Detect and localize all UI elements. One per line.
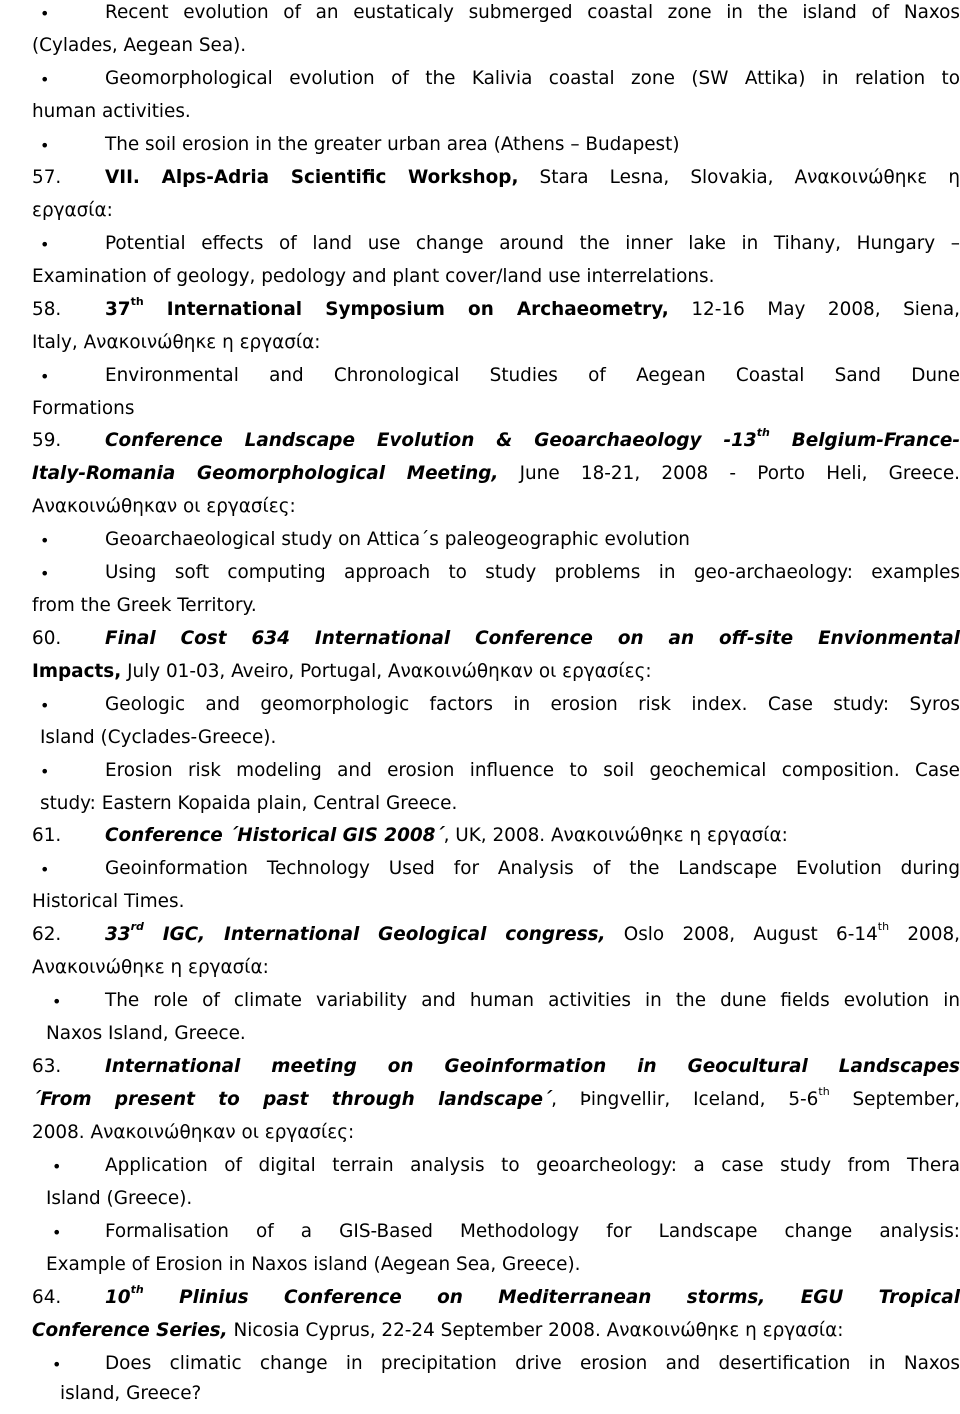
details-part: September,: [829, 1089, 960, 1110]
entry-59-heading: [32, 425, 960, 461]
list-item: [32, 1153, 960, 1186]
list-item-text: Geologic and geomorphologic factors in erosion risk index. Case study: Syros: [105, 694, 960, 715]
ordinal-suffix: th: [818, 1084, 830, 1098]
conference-title: Conference Series,: [32, 1320, 228, 1341]
entry-number: 60.: [32, 628, 62, 649]
ordinal-suffix: th: [130, 1282, 144, 1296]
presentation-label: 2008. Ανακοινώθηκαν οι εργασίες:: [32, 1122, 355, 1143]
entry-58-heading: [32, 294, 960, 330]
list-item-text: Erosion risk modeling and erosion influence to soil geochemical composition. Case: [105, 760, 960, 781]
list-item-text: (Cylades, Aegean Sea).: [32, 35, 247, 56]
list-item-text: Formalisation of a GIS-Based Methodology for Landscape change analysis:: [105, 1221, 960, 1242]
title-part: Plinius Conference on Mediterranean storms, EGU Tropical: [143, 1287, 960, 1308]
list-item-text: Application of digital terrain analysis to geoarcheology: a case study from Thera: [105, 1155, 960, 1176]
conference-details: [605, 919, 960, 945]
presentation-label: Ανακοινώθηκαν οι εργασίες:: [32, 496, 296, 517]
title-part: Belgium-France-: [769, 430, 960, 451]
entry-heading: [105, 823, 960, 849]
conference-title: [105, 425, 960, 454]
entry-number: 63.: [32, 1056, 62, 1077]
conference-details: July 01-03, Aveiro, Portugal, Ανακοινώθηκαν οι εργασίες:: [121, 661, 652, 682]
presentation-label: εργασία:: [32, 200, 113, 221]
bullet-icon: •: [40, 531, 50, 550]
list-item: [32, 988, 960, 1021]
list-item-continuation: [46, 1252, 960, 1285]
bullet-icon: •: [40, 762, 50, 781]
list-item-text: from the Greek Territory.: [32, 595, 257, 616]
entry-continuation: [32, 461, 960, 494]
bullet-icon: •: [40, 4, 50, 23]
presentation-label: Ανακοινώθηκε η εργασία:: [32, 957, 269, 978]
entry-continuation: [32, 1318, 960, 1351]
list-item-continuation: [60, 1381, 960, 1414]
title-part: 33: [105, 924, 131, 945]
entry-continuation: [32, 198, 960, 231]
list-item-continuation: [32, 99, 960, 132]
conference-title: [105, 919, 606, 945]
conference-details: , UK, 2008. Ανακοινώθηκε η εργασία:: [443, 825, 788, 846]
entry-number: 61.: [32, 825, 62, 846]
list-item-text: Historical Times.: [32, 891, 185, 912]
list-item: [32, 231, 960, 264]
bullet-icon: •: [52, 1355, 62, 1374]
list-item-text: The role of climate variability and human activities in the dune fields evolution in: [105, 990, 960, 1011]
conference-details: Stara Lesna, Slovakia, Ανακοινώθηκε η: [518, 167, 960, 188]
entry-continuation: [32, 1120, 960, 1153]
entry-62-heading: [32, 919, 960, 955]
title-part: 10: [105, 1287, 131, 1308]
ordinal-suffix: th: [756, 425, 770, 439]
ordinal-suffix: th: [130, 294, 144, 308]
list-item: [32, 692, 960, 725]
entry-63-heading: [32, 1054, 960, 1087]
list-item-text: human activities.: [32, 101, 191, 122]
title-part: International Symposium on Archaeometry,: [143, 299, 669, 320]
list-item: [32, 1351, 960, 1384]
conference-title: International meeting on Geoinformation in Geocultural Landscapes: [105, 1056, 960, 1077]
list-item-continuation: [46, 1186, 960, 1219]
ordinal-suffix: th: [877, 919, 890, 933]
bullet-icon: •: [40, 696, 50, 715]
list-item: [32, 856, 960, 889]
list-item-text: Island (Cyclades-Greece).: [40, 727, 277, 748]
list-item-continuation: [32, 264, 960, 297]
list-item: [32, 1219, 960, 1252]
list-item-text: Geoinformation Technology Used for Analysis of the Landscape Evolution during: [105, 858, 960, 879]
entry-continuation: [32, 659, 960, 692]
bullet-icon: •: [40, 860, 50, 879]
list-item-continuation: [40, 725, 960, 758]
entry-number: 57.: [32, 167, 62, 188]
list-item-text: Geomorphological evolution of the Kalivia coastal zone (SW Attika) in relation to: [105, 68, 960, 89]
entry-57-heading: [32, 165, 960, 198]
list-item-text: Formations: [32, 398, 135, 419]
entry-61-heading: [32, 823, 960, 856]
details-part: , Þingvellir, Iceland, 5-6: [551, 1089, 819, 1110]
conference-details: Nicosia Cyprus, 22-24 September 2008. Ανακοινώθηκε η εργασία:: [227, 1320, 844, 1341]
entry-64-heading: [32, 1282, 960, 1318]
details-part: Oslo 2008, August 6-14: [605, 924, 878, 945]
entry-continuation: [32, 494, 960, 527]
bullet-icon: •: [40, 564, 50, 583]
bullet-icon: •: [52, 1223, 62, 1242]
list-item-continuation: [32, 593, 960, 626]
entry-number: 58.: [32, 299, 62, 320]
list-item: [32, 758, 960, 791]
conference-details: June 18-21, 2008 - Porto Heli, Greece.: [498, 463, 960, 484]
bullet-icon: •: [40, 235, 50, 254]
list-item-text: Using soft computing approach to study problems in geo-archaeology: examples: [105, 562, 960, 583]
conference-title: ΄From present to past through landscape΄: [32, 1089, 552, 1110]
list-item: [32, 363, 960, 396]
bullet-icon: •: [40, 367, 50, 386]
list-item: [32, 527, 960, 560]
presentation-label: Italy, Ανακοινώθηκε η εργασία:: [32, 332, 321, 353]
conference-title: [105, 1282, 960, 1311]
list-item-continuation: [32, 396, 960, 429]
title-part: 37: [105, 299, 131, 320]
list-item-text: Potential effects of land use change around the inner lake in Tihany, Hungary –: [105, 233, 960, 254]
list-item: [32, 0, 960, 33]
conference-title: VII. Alps-Adria Scientific Workshop,: [105, 167, 519, 188]
details-part: 2008,: [889, 924, 960, 945]
entry-number: 59.: [32, 430, 62, 451]
list-item: [32, 560, 960, 593]
list-item-continuation: [46, 1021, 960, 1054]
conference-title: Final Cost 634 International Conference on an off-site Envionmental: [105, 628, 960, 649]
conference-details: [551, 1084, 960, 1110]
conference-title: Conference ΄Historical GIS 2008΄: [105, 825, 444, 846]
entry-continuation: [32, 955, 960, 988]
list-item: [32, 132, 960, 165]
conference-title: [105, 294, 669, 320]
bullet-icon: •: [52, 992, 62, 1011]
list-item-text: study: Eastern Kopaida plain, Central Greece.: [40, 793, 458, 814]
list-item-continuation: [40, 791, 960, 824]
title-part: Conference Landscape Evolution & Geoarchaeology -13: [105, 430, 757, 451]
ordinal-suffix: rd: [130, 919, 144, 933]
list-item-text: The soil erosion in the greater urban area (Athens – Budapest): [105, 134, 680, 155]
entry-60-heading: [32, 626, 960, 659]
entry-heading: [105, 919, 960, 948]
conference-details: 12-16 May 2008, Siena,: [668, 299, 960, 320]
list-item: [32, 66, 960, 99]
list-item-text: Geoarchaeological study on Attica΄s paleogeographic evolution: [105, 529, 690, 550]
entry-heading: [105, 165, 960, 191]
list-item-text: Recent evolution of an eustaticaly submerged coastal zone in the island of Naxos: [105, 2, 960, 23]
entry-continuation: [32, 330, 960, 363]
conference-title: Impacts,: [32, 661, 122, 682]
conference-title: Italy-Romania Geomorphological Meeting,: [32, 463, 499, 484]
entry-heading: [105, 294, 960, 323]
list-item-text: island, Greece?: [60, 1383, 202, 1404]
list-item-text: Naxos Island, Greece.: [46, 1023, 246, 1044]
entry-continuation: [32, 1084, 960, 1120]
list-item-text: Island (Greece).: [46, 1188, 193, 1209]
entry-number: 64.: [32, 1287, 62, 1308]
bullet-icon: •: [40, 136, 50, 155]
list-item-text: Example of Erosion in Naxos island (Aegean Sea, Greece).: [46, 1254, 581, 1275]
list-item-continuation: [32, 889, 960, 922]
bullet-icon: •: [40, 70, 50, 89]
entry-number: 62.: [32, 924, 62, 945]
list-item-text: Does climatic change in precipitation drive erosion and desertification in Naxos: [105, 1353, 960, 1374]
list-item-continuation: [32, 33, 960, 66]
list-item-text: Examination of geology, pedology and plant cover/land use interrelations.: [32, 266, 715, 287]
bullet-icon: •: [52, 1157, 62, 1176]
list-item-text: Environmental and Chronological Studies of Aegean Coastal Sand Dune: [105, 365, 960, 386]
title-part: IGC, International Geological congress,: [143, 924, 606, 945]
